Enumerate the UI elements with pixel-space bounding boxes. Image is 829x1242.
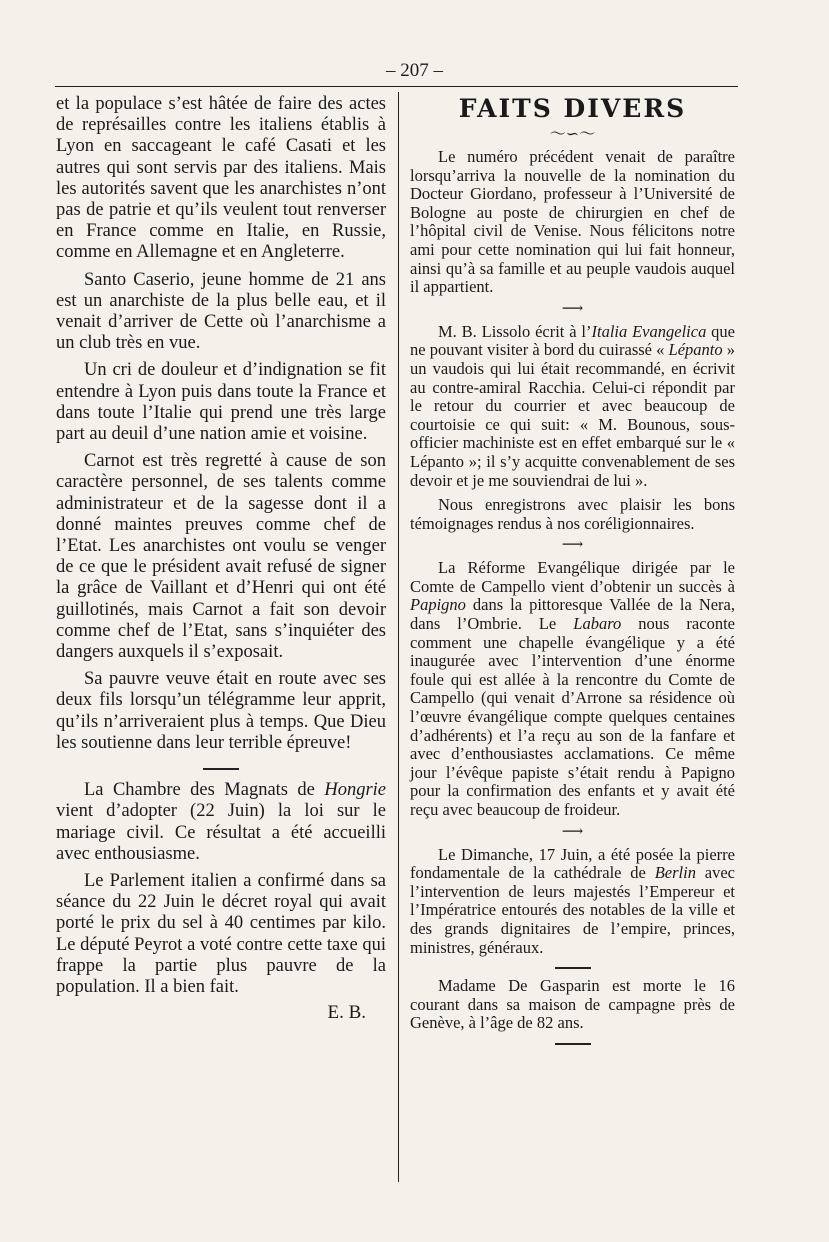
separator-arrow: ⟶ [561,823,584,840]
paragraph-indignation: Un cri de douleur et d’indignation se fit entendre à Lyon puis dans toute la France et dans toute l’Italie qui prend une très large part au deuil d’une nation amie et voisine. [56,360,386,445]
paragraph-hungary: La Chambre des Magnats de Hongrie vient d’adopter (22 Juin) la loi sur le mariage civil. Ce résultat a été accueilli avec enthousiasme. [56,780,386,864]
section-rule [555,967,591,969]
separator-arrow: ⟶ [561,537,584,554]
section-rule [555,1043,591,1045]
page-number: – 207 – [386,60,443,81]
section-title: FAITS DIVERS [458,94,687,123]
paragraph-gasparin: Madame De Gasparin est morte le 16 courant dans sa maison de campagne près de Genève, à l’âge de 82 ans. [410,976,735,1033]
paragraph-lissolo: M. B. Lissolo écrit à l’Italia Evangelica que ne pouvant visiter à bord du cuirassé « Lépanto » un vaudois qui lui était recommandé, en écrivit au contre-amiral Racchia. Celui-ci répondit par le retour du courrier et avec beaucoup de courtoisie ce qui suit: « M. Bounous, sous-officier machiniste est en effet embarqué sur le « Lépanto »; il s’y acquitte convenablement de ses devoir et je me souviendrai de lui ». [410,321,736,490]
paragraph-reforme: La Réforme Evangélique dirigée par le Comte de Campello vient d’obtenir un succès à Papigno dans la pittoresque Vallée de la Nera, dans l’Ombrie. Le Labaro nous raconte comment une chapelle évangélique y a été inaugurée avec l’intervention d’une énorme foule qui est allée à la rencontre du Comte de Campello (qui venait d’Arrone sa résidence où l’œuvre évangélique compte quelques centaines d’adhérents) et l’a reçu au son de la fanfare et avec d’enthousiastes acclamations. Ce même jour l’évêque papiste s’était rendu à Papigno pour la confirmation des enfants et y avait été reçu avec beaucoup de froideur. [410,558,735,819]
paragraph-parliament: Le Parlement italien a confirmé dans sa séance du 22 Juin le décret royal qui avait porté le prix du sel à 40 centimes par kilo. Le député Peyrot a voté contre cette taxe qui frappe la partie plus pauvre de la population. Il a bien fait. [56,870,386,997]
left-column [56,94,386,1023]
header-rule [55,86,738,87]
paragraph-widow: Sa pauvre veuve était en route avec ses deux fils lorsqu’un télégramme leur apprit, qu’ils n’arriveraient plus à temps. Que Dieu les soutienne dans leur terrible épreuve! [56,669,386,753]
paragraph-carnot: Carnot est très regretté à cause de son caractère personnel, de ses talents comme administrateur et de la sagesse dont il a donné maintes preuves comme chef de l’Etat. Les anarchistes ont voulu se venger de ce que le président avait refusé de signer la grâce de Vaillant et d’Henri qui ont été guillotinés, mais Carnot a fait son devoir comme chef de l’Etat, sans s’inquiéter des dangers auxquels il s’exposait. [56,451,386,663]
paragraph-giordano: Le numéro précédent venait de paraître lorsqu’arriva la nouvelle de la nomination du Docteur Giordano, professeur à l’Université de Bologne au poste de chirurgien en chef de l’hôpital civil de Venise. Nous félicitons notre ami pour cette nomination qui lui fait honneur, ainsi qu’à sa famille et au peuple vaudois auquel il appartient. [410,147,735,297]
right-column [410,94,735,1045]
paragraph-caserio: Santo Caserio, jeune homme de 21 ans est un anarchiste de la plus belle eau, et il venait d’arriver de Cette où l’anarchisme a un club très en vue. [56,269,386,354]
column-divider [398,92,399,1182]
section-rule [203,768,239,770]
paragraph-testimonies: Nous enregistrons avec plaisir les bons témoignages rendus à nos coréligionnaires. [410,495,735,533]
signature: E. B. [327,1002,366,1024]
paragraph-anarchists: et la populace s’est hâtée de faire des actes de représailles contre les italiens établis à Lyon en saccageant le café Casati et les autres qui sont servis par des italiens. Mais les autorités savent que les anarchistes n’ont pas de patrie et qu’ils veulent tout renverser en France comme en Italie, en Russie, comme en Allemagne et en Angleterre. [56,94,386,263]
title-ornament: ～∽～ [549,126,596,143]
paragraph-berlin: Le Dimanche, 17 Juin, a été posée la pierre fondamentale de la cathédrale de Berlin avec l’intervention de leurs majestés l’Empereur et l’Impératrice entourés des notables de la ville et des grands dignitaires de l’empire, princes, ministres, généraux. [410,844,735,957]
separator-arrow: ⟶ [561,300,584,317]
